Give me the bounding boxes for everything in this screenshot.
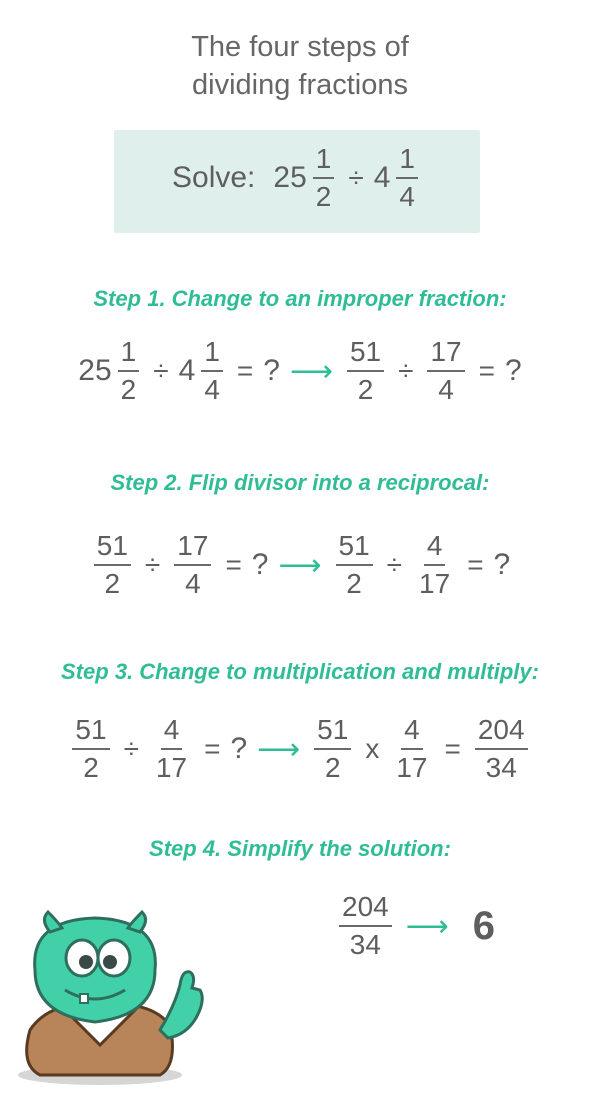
solve-label: Solve: [172, 161, 256, 194]
green-monster-mascot-thumbs-up-icon [10, 910, 210, 1090]
numerator: 51 [347, 335, 384, 372]
denominator: 2 [83, 752, 99, 783]
denominator: 4 [438, 374, 454, 405]
numerator: 1 [201, 335, 223, 372]
fraction [427, 335, 464, 407]
fraction [396, 142, 418, 214]
fraction [153, 713, 190, 785]
denominator: 2 [324, 752, 341, 783]
equals-sign: = [204, 733, 221, 764]
divide-sign: ÷ [153, 355, 169, 386]
denominator: 17 [419, 568, 451, 599]
equals-sign: = [444, 733, 461, 764]
divide-sign: ÷ [398, 355, 414, 386]
numerator: 4 [401, 713, 423, 750]
numerator: 204 [339, 890, 392, 927]
equals-sign: = [478, 355, 495, 386]
final-result: 6 [472, 903, 495, 948]
divide-sign: ÷ [386, 549, 403, 580]
equals-sign: = [236, 355, 254, 386]
step-1-equation [0, 335, 600, 407]
arrow-right-icon: ⟶ [405, 909, 449, 943]
denominator: 2 [120, 374, 137, 405]
numerator: 1 [396, 142, 418, 179]
fraction [314, 713, 351, 785]
fraction [72, 713, 109, 785]
question-mark: ? [251, 548, 269, 581]
denominator: 2 [104, 568, 121, 599]
numerator: 4 [424, 529, 446, 566]
denominator: 17 [155, 752, 188, 783]
whole-number: 4 [373, 161, 391, 194]
denominator: 2 [315, 181, 332, 212]
mixed-number [179, 335, 227, 407]
whole-number: 25 [273, 161, 307, 194]
numerator: 1 [118, 335, 140, 372]
denominator: 17 [396, 752, 428, 783]
step-1-title: Step 1. Change to an improper fraction: [93, 286, 507, 311]
denominator: 34 [349, 929, 381, 960]
fraction [313, 142, 335, 214]
denominator: 4 [204, 374, 220, 405]
divide-sign: ÷ [123, 733, 139, 764]
fraction [336, 529, 373, 601]
numerator: 1 [313, 142, 335, 179]
solve-equation [114, 142, 480, 214]
fraction [174, 529, 211, 601]
divide-sign: ÷ [348, 162, 364, 193]
numerator: 17 [174, 529, 211, 566]
step-2-equation [0, 529, 600, 601]
fraction [94, 529, 131, 601]
fraction [416, 529, 453, 601]
solve-mixed-b [374, 142, 422, 214]
numerator: 51 [94, 529, 131, 566]
numerator: 51 [72, 713, 109, 750]
mixed-number [78, 335, 143, 407]
question-mark: ? [230, 732, 248, 765]
denominator: 2 [357, 374, 374, 405]
numerator: 204 [475, 713, 528, 750]
denominator: 4 [399, 181, 415, 212]
question-mark: ? [493, 548, 511, 581]
denominator: 2 [346, 568, 362, 599]
question-mark: ? [263, 354, 280, 387]
fraction [118, 335, 140, 407]
title-line-1: The four steps of [191, 31, 409, 63]
fraction [393, 713, 430, 785]
step-3-title: Step 3. Change to multiplication and multiply: [61, 659, 539, 684]
numerator: 51 [314, 713, 351, 750]
equals-sign: = [225, 549, 242, 580]
equals-sign: = [467, 549, 484, 580]
step-3-equation [0, 713, 600, 785]
arrow-right-icon: ⟶ [278, 548, 322, 582]
step-4-title: Step 4. Simplify the solution: [149, 836, 451, 861]
whole-number: 25 [78, 354, 112, 387]
solve-box [114, 130, 480, 233]
step-2-title: Step 2. Flip divisor into a reciprocal: [110, 470, 490, 495]
denominator: 34 [485, 752, 517, 783]
fraction [201, 335, 223, 407]
fraction [475, 713, 528, 785]
fraction [347, 335, 384, 407]
fraction [339, 890, 392, 962]
solve-mixed-a [273, 142, 338, 214]
title-line-2: dividing fractions [192, 69, 408, 101]
question-mark: ? [505, 354, 522, 387]
whole-number: 4 [178, 354, 196, 387]
multiply-sign: x [365, 733, 380, 764]
numerator: 17 [427, 335, 464, 372]
numerator: 51 [336, 529, 373, 566]
arrow-right-icon: ⟶ [289, 354, 333, 388]
numerator: 4 [161, 713, 183, 750]
denominator: 4 [185, 568, 201, 599]
divide-sign: ÷ [144, 549, 161, 580]
arrow-right-icon: ⟶ [257, 732, 301, 766]
page-title [0, 28, 600, 104]
